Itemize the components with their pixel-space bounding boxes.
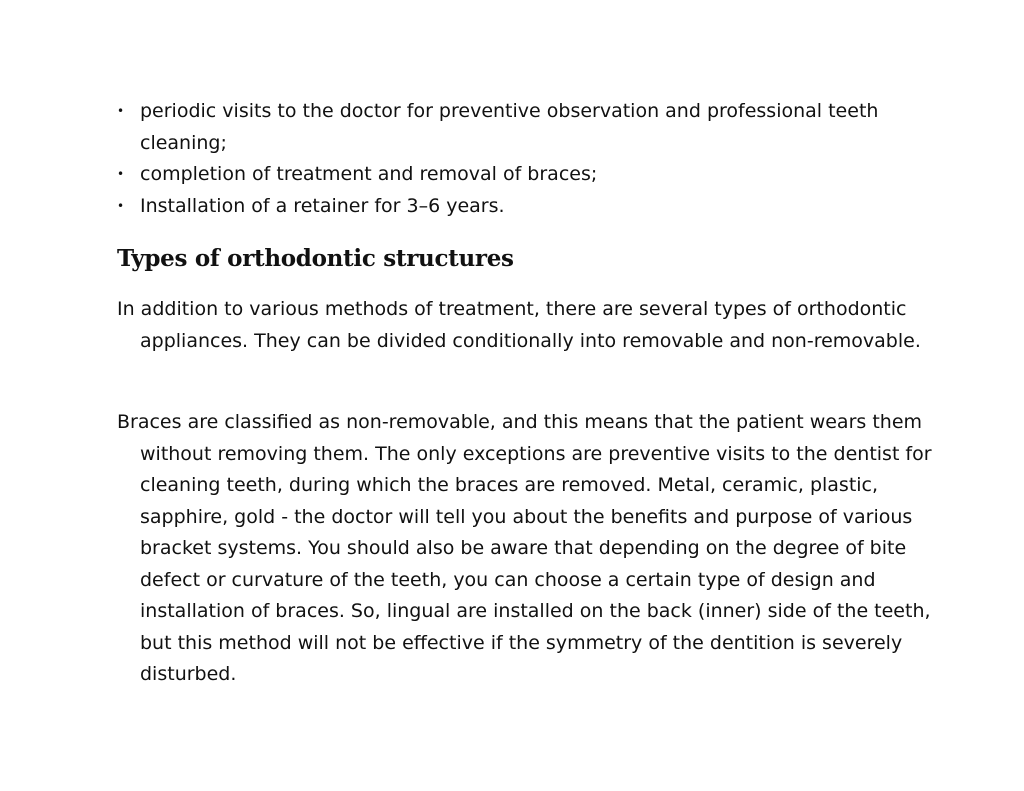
list-item [117,96,917,159]
treatment-steps-list [117,96,917,222]
list-item-text: periodic visits to the doctor for preventive observation and professional teeth cleaning; [140,100,879,154]
bullet-icon: • [117,104,125,118]
list-item [117,159,917,191]
paragraph: In addition to various methods of treatment, there are several types of orthodontic appliances. They can be divided conditionally into removable and non-removable. [117,298,921,352]
section-heading: Types of orthodontic structures [117,245,514,272]
list-item [117,191,917,223]
bullet-icon: • [117,198,125,213]
list-item-text: Installation of a retainer for 3–6 years. [140,194,505,217]
list-item-text: completion of treatment and removal of braces; [140,163,598,185]
bullet-icon: • [117,167,125,181]
paragraph: Braces are classified as non-removable, and this means that the patient wears them without removing them. The only exceptions are preventive visits to the dentist for cleaning teeth, during which the braces are removed. Metal, ceramic, plastic, sapphire, gold - the doctor will tell you about the benefits and purpose of various bracket systems. You should also be aware that depending on the degree of bite defect or curvature of the teeth, you can choose a certain type of design and installation of braces. So, lingual are installed on the back (inner) side of the teeth, but this method will not be effective if the symmetry of the dentition is severely disturbed. [117,411,932,685]
